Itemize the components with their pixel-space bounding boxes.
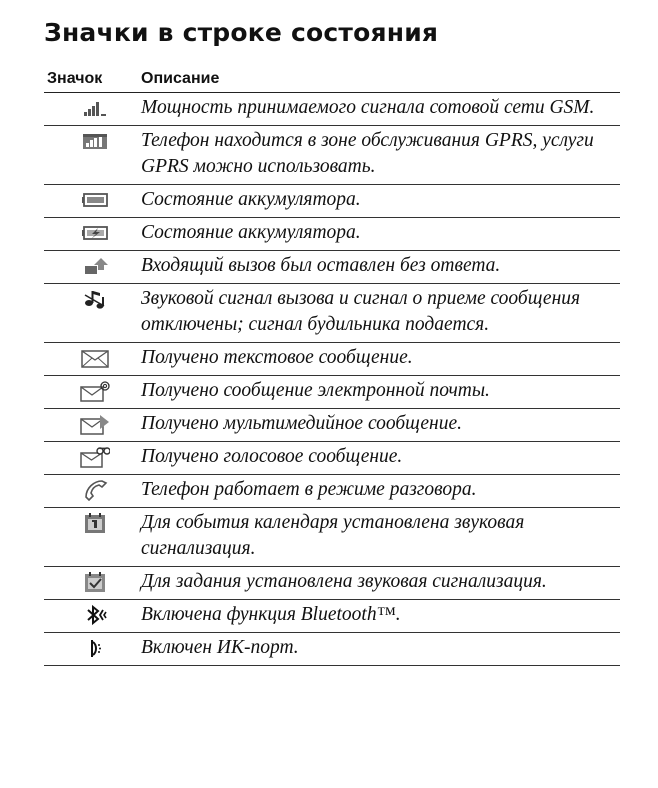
table-row (44, 218, 620, 251)
ringer-off-icon (80, 288, 110, 310)
row-description: Мощность принимаемого сигнала сотовой сети GSM. (141, 93, 620, 126)
table-row (44, 600, 620, 633)
table-row (44, 343, 620, 376)
row-description: Получено мультимедийное сообщение. (141, 409, 620, 442)
row-description: Получено голосовое сообщение. (141, 442, 620, 475)
gprs-signal-icon (80, 130, 110, 152)
call-in-progress-icon (80, 479, 110, 501)
table-row (44, 633, 620, 666)
header-icon: Значок (44, 66, 141, 93)
calendar-alarm-icon (80, 512, 110, 534)
row-description: Входящий вызов был оставлен без ответа. (141, 251, 620, 284)
task-alarm-icon (80, 571, 110, 593)
text-message-icon (80, 347, 110, 369)
infrared-icon (80, 637, 110, 659)
table-row (44, 126, 620, 185)
table-row (44, 93, 620, 126)
row-description: Получено сообщение электронной почты. (141, 376, 620, 409)
missed-call-icon (80, 255, 110, 277)
table-header-row (44, 66, 620, 93)
row-description: Для события календаря установлена звуковая сигнализация. (141, 508, 620, 567)
row-description: Звуковой сигнал вызова и сигнал о приеме сообщения отключены; сигнал будильника подается. (141, 284, 620, 343)
row-description: Включена функция Bluetooth™. (141, 600, 620, 633)
table-row (44, 409, 620, 442)
row-description: Телефон работает в режиме разговора. (141, 475, 620, 508)
table-row (44, 567, 620, 600)
table-row (44, 508, 620, 567)
row-description: Состояние аккумулятора. (141, 185, 620, 218)
signal-strength-icon (80, 97, 110, 119)
row-description: Телефон находится в зоне обслуживания GPRS, услуги GPRS можно использовать. (141, 126, 620, 185)
table-row (44, 284, 620, 343)
table-row (44, 185, 620, 218)
table-row (44, 475, 620, 508)
voice-message-icon (80, 446, 110, 468)
row-description: Получено текстовое сообщение. (141, 343, 620, 376)
status-icons-table (44, 66, 620, 666)
table-row (44, 376, 620, 409)
battery-charging-icon (80, 222, 110, 244)
row-description: Для задания установлена звуковая сигнализация. (141, 567, 620, 600)
row-description: Состояние аккумулятора. (141, 218, 620, 251)
email-message-icon (80, 380, 110, 402)
multimedia-message-icon (80, 413, 110, 435)
table-row (44, 442, 620, 475)
row-description: Включен ИК-порт. (141, 633, 620, 666)
battery-icon (80, 189, 110, 211)
bluetooth-icon (80, 604, 110, 626)
header-description: Описание (141, 66, 620, 93)
table-row (44, 251, 620, 284)
page-title: Значки в строке состояния (44, 18, 439, 47)
